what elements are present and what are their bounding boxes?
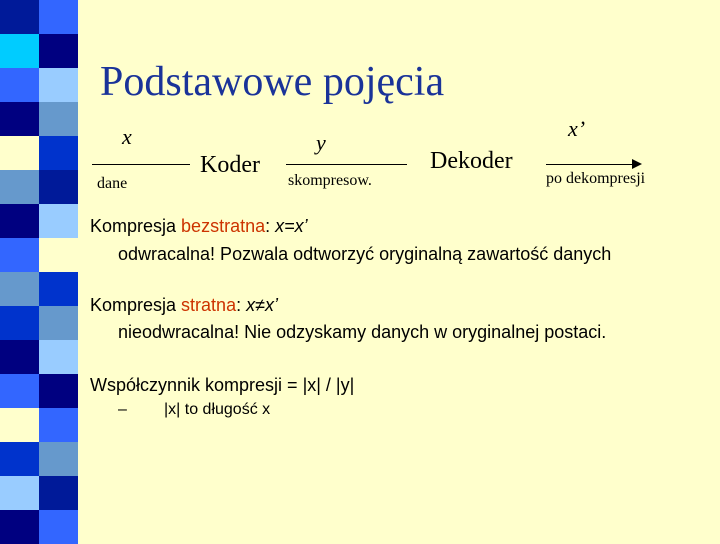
lossy-prefix: Kompresja [90, 295, 182, 315]
stripe-cell [39, 68, 78, 102]
stripe-cell [0, 476, 39, 510]
stripe-cell [0, 374, 39, 408]
stripe-cell [0, 34, 39, 68]
output-line [546, 164, 634, 165]
stripe-cell [0, 0, 39, 34]
output-label: po dekompresji [546, 170, 646, 187]
coder-label: Koder [200, 152, 260, 178]
stripe-cell [39, 306, 78, 340]
stripe-cell [39, 204, 78, 238]
lossy-line [90, 293, 278, 317]
stripe-cell [0, 408, 39, 442]
stripe-cell [0, 102, 39, 136]
stripe-cell [0, 170, 39, 204]
lossy-keyword: stratna [181, 295, 237, 315]
lossless-detail: odwracalna! Pozwala odtworzyć oryginalną zawartość danych [118, 244, 612, 264]
lossless-line [90, 214, 308, 238]
stripe-cell [0, 340, 39, 374]
stripe-cell [0, 136, 39, 170]
stripe-cell [39, 442, 78, 476]
stripe-cell [39, 272, 78, 306]
compressed-line [286, 164, 407, 165]
stripe-cell [0, 442, 39, 476]
lossless-keyword: bezstratna [181, 216, 266, 236]
stripe-cell [0, 272, 39, 306]
ratio-bullet-text: |x| to długość x [164, 401, 271, 418]
lossless-colon: : [265, 216, 276, 236]
lossy-formula: x≠x’ [246, 295, 278, 315]
stripe-cell [39, 0, 78, 34]
y-label: y [316, 130, 326, 155]
stripe-cell [39, 476, 78, 510]
stripe-cell [39, 170, 78, 204]
bullet-dash-icon: – [118, 401, 127, 418]
compressed-label: skompresow. [288, 172, 372, 189]
stripe-cell [39, 340, 78, 374]
decoder-label: Dekoder [430, 148, 513, 174]
lossy-colon: : [236, 295, 247, 315]
x-prime-label: x’ [568, 116, 586, 141]
stripe-cell [39, 510, 78, 544]
output-arrow-icon [632, 159, 642, 169]
stripe-cell [0, 306, 39, 340]
stripe-cell [0, 204, 39, 238]
stripe-cell [39, 374, 78, 408]
stripe-cell [39, 34, 78, 68]
stripe-cell [0, 510, 39, 544]
lossless-formula: x=x’ [275, 216, 308, 236]
stripe-cell [39, 102, 78, 136]
stripe-cell [39, 136, 78, 170]
decorative-stripe [0, 0, 78, 540]
slide-title: Podstawowe pojęcia [100, 59, 445, 105]
stripe-cell [39, 408, 78, 442]
input-label: dane [97, 175, 128, 192]
stripe-cell [0, 68, 39, 102]
x-label: x [122, 124, 132, 149]
lossless-prefix: Kompresja [90, 216, 182, 236]
ratio-text: Współczynnik kompresji = |x| / |y| [90, 375, 355, 395]
lossy-detail: nieodwracalna! Nie odzyskamy danych w oryginalnej postaci. [118, 322, 607, 342]
stripe-cell [39, 238, 78, 272]
stripe-cell [0, 238, 39, 272]
input-line [92, 164, 190, 165]
